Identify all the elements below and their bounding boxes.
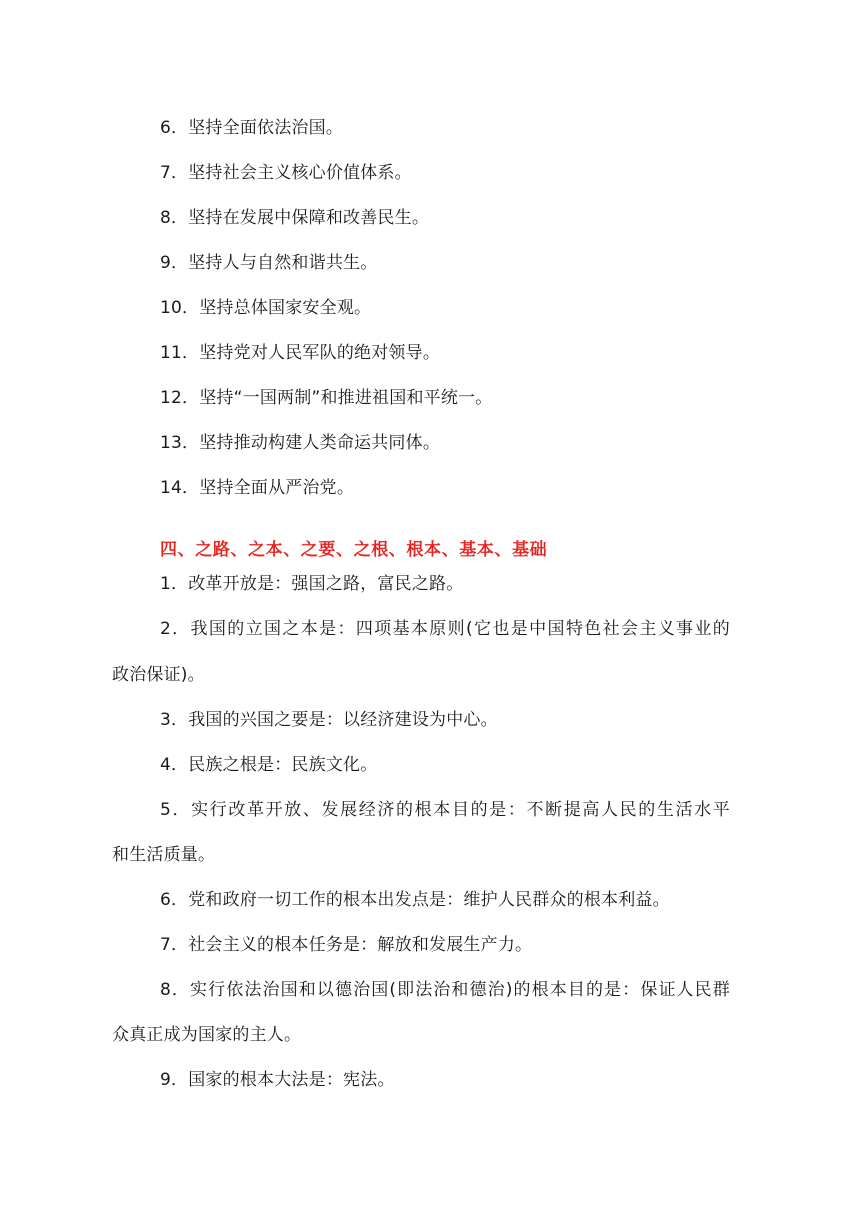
list-item: 3．我国的兴国之要是：以经济建设为中心。 <box>160 710 498 730</box>
list-item: 4．民族之根是：民族文化。 <box>160 755 378 775</box>
list-item: 9．坚持人与自然和谐共生。 <box>160 253 378 273</box>
list-item: 7．社会主义的根本任务是：解放和发展生产力。 <box>160 935 533 955</box>
list-item: 8．坚持在发展中保障和改善民生。 <box>160 208 430 228</box>
list-item: 7．坚持社会主义核心价值体系。 <box>160 163 412 183</box>
list-item: 8．实行依法治国和以德治国(即法治和德治)的根本目的是：保证人民群 <box>160 980 730 1000</box>
list-item: 12．坚持“一国两制”和推进祖国和平统一。 <box>160 388 493 408</box>
section-heading: 四、之路、之本、之要、之根、根本、基本、基础 <box>160 540 548 560</box>
list-item-continuation: 政治保证)。 <box>112 665 205 685</box>
list-item: 9．国家的根本大法是：宪法。 <box>160 1070 395 1090</box>
list-item: 6．坚持全面依法治国。 <box>160 118 344 138</box>
list-item: 2．我国的立国之本是：四项基本原则(它也是中国特色社会主义事业的 <box>160 619 730 639</box>
list-item: 11．坚持党对人民军队的绝对领导。 <box>160 343 441 363</box>
list-item-continuation: 众真正成为国家的主人。 <box>112 1025 302 1045</box>
list-item: 5．实行改革开放、发展经济的根本目的是：不断提高人民的生活水平 <box>160 800 730 820</box>
list-item-continuation: 和生活质量。 <box>112 845 216 865</box>
list-item: 6．党和政府一切工作的根本出发点是：维护人民群众的根本利益。 <box>160 890 670 910</box>
list-item: 1．改革开放是：强国之路，富民之路。 <box>160 574 464 594</box>
list-item: 13．坚持推动构建人类命运共同体。 <box>160 433 441 453</box>
list-item: 14．坚持全面从严治党。 <box>160 478 355 498</box>
list-item: 10．坚持总体国家安全观。 <box>160 298 372 318</box>
